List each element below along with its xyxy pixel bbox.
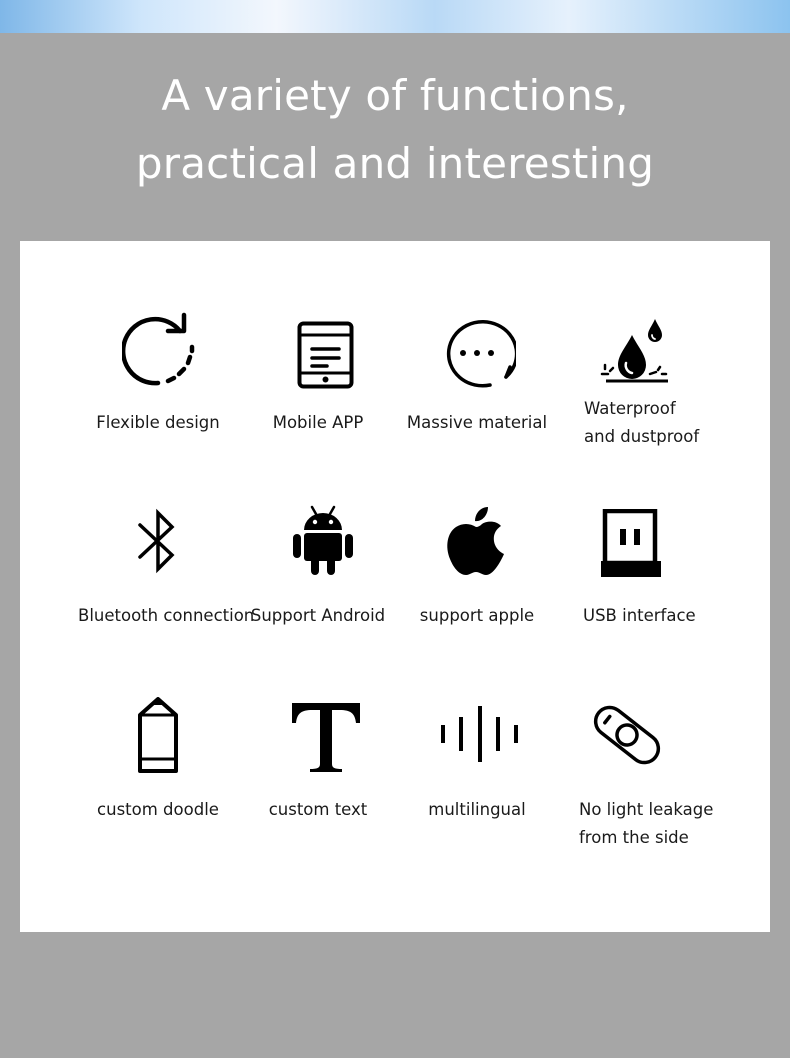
water-drops-icon xyxy=(598,317,670,387)
feature-label-multilingual: multilingual xyxy=(428,800,526,819)
feature-label-android: Support Android xyxy=(250,606,386,625)
mobile-phone-icon xyxy=(297,321,355,389)
feature-label-waterproof-line-2: and dustproof xyxy=(584,427,700,446)
android-icon xyxy=(291,505,355,577)
feature-label-waterproof-line-1: Waterproof xyxy=(584,399,676,418)
feature-label-text: custom text xyxy=(268,800,368,819)
feature-label-doodle: custom doodle xyxy=(97,800,219,819)
features-panel xyxy=(20,241,770,932)
usb-icon xyxy=(600,509,662,579)
bluetooth-icon xyxy=(138,507,178,575)
feature-label-usb: USB interface xyxy=(583,606,696,625)
feature-label-bluetooth: Bluetooth connection xyxy=(78,606,255,625)
headline-line-2: practical and interesting xyxy=(135,139,655,188)
pencil-icon xyxy=(136,697,180,775)
text-t-icon xyxy=(290,701,362,773)
sound-wave-icon xyxy=(438,703,522,765)
feature-label-no-light-leakage-line-1: No light leakage xyxy=(579,800,714,819)
feature-label-apple: support apple xyxy=(419,606,535,625)
rotate-arrow-icon xyxy=(122,311,202,387)
chat-bubble-icon xyxy=(440,319,516,389)
side-light-icon xyxy=(586,697,668,773)
feature-label-massive-material: Massive material xyxy=(406,413,548,432)
apple-icon xyxy=(444,505,508,577)
top-gradient-bar xyxy=(0,0,790,33)
feature-label-flexible-design: Flexible design xyxy=(96,413,220,432)
page-headline xyxy=(0,62,790,198)
feature-label-mobile-app: Mobile APP xyxy=(272,413,364,432)
feature-label-no-light-leakage-line-2: from the side xyxy=(579,828,689,847)
headline-line-1: A variety of functions, xyxy=(161,71,629,120)
